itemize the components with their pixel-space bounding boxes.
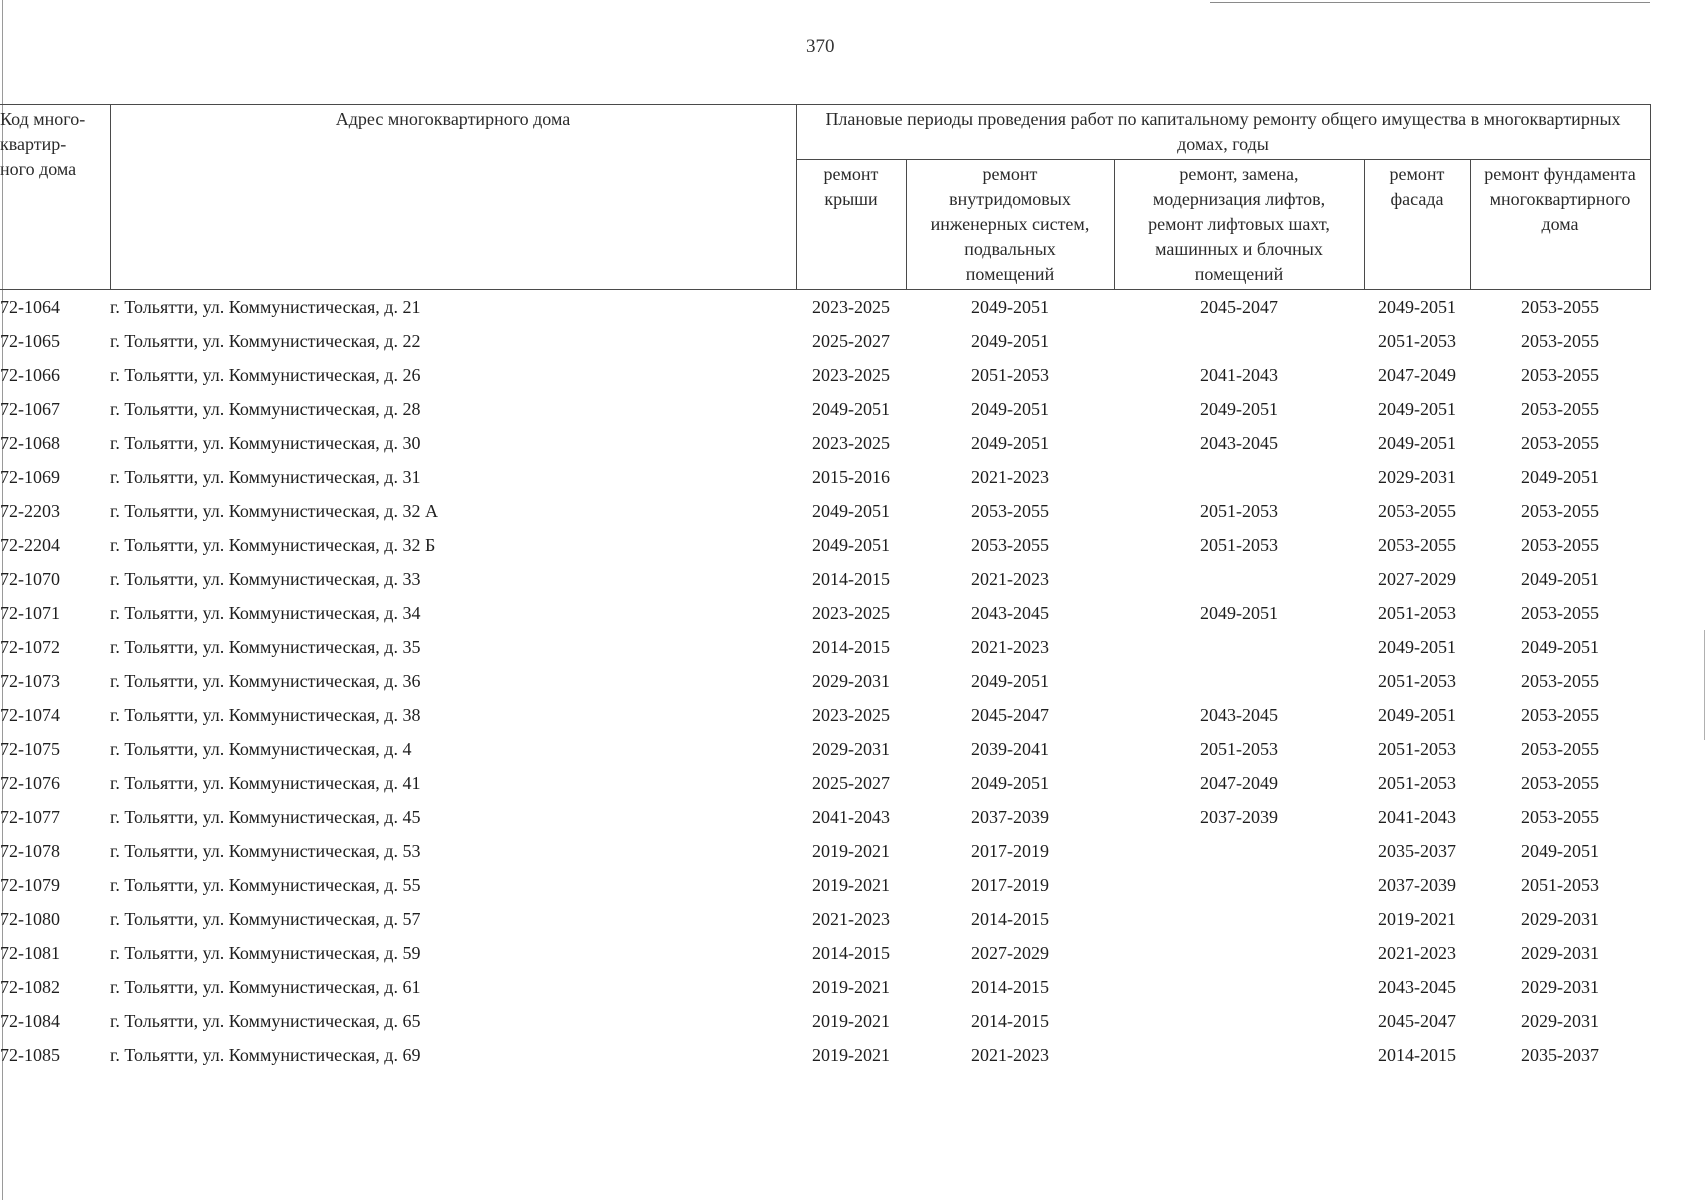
cell-engineering: 2027-2029 — [971, 942, 1049, 963]
cell-address: г. Тольятти, ул. Коммунистическая, д. 38 — [110, 704, 421, 725]
cell-code: 72-1074 — [0, 704, 60, 725]
header-code-line: Код много- — [0, 109, 86, 129]
header-roof-line: ремонт — [823, 164, 879, 184]
cell-facade: 2041-2043 — [1378, 806, 1456, 827]
cell-engineering: 2037-2039 — [971, 806, 1049, 827]
cell-facade: 2014-2015 — [1378, 1044, 1456, 1065]
header-code-line: ного дома — [0, 159, 77, 179]
cell-code: 72-1084 — [0, 1010, 60, 1031]
cell-address: г. Тольятти, ул. Коммунистическая, д. 65 — [110, 1010, 421, 1031]
cell-roof: 2023-2025 — [812, 432, 890, 453]
cell-roof: 2023-2025 — [812, 364, 890, 385]
cell-engineering: 2014-2015 — [971, 976, 1049, 997]
cell-facade: 2049-2051 — [1378, 636, 1456, 657]
page-number: 370 — [806, 36, 835, 57]
cell-roof: 2014-2015 — [812, 942, 890, 963]
cell-roof: 2019-2021 — [812, 1044, 890, 1065]
cell-engineering: 2045-2047 — [971, 704, 1049, 725]
cell-facade: 2051-2053 — [1378, 670, 1456, 691]
cell-facade: 2049-2051 — [1378, 296, 1456, 317]
cell-facade: 2051-2053 — [1378, 738, 1456, 759]
cell-foundation: 2053-2055 — [1521, 330, 1599, 351]
table-row — [0, 868, 1650, 902]
header-foundation-line: дома — [1541, 214, 1579, 234]
cell-code: 72-1067 — [0, 398, 60, 419]
cell-elevators: 2037-2039 — [1200, 806, 1278, 827]
table-row — [0, 902, 1650, 936]
header-engineering — [906, 160, 1114, 290]
cell-elevators: 2051-2053 — [1200, 738, 1278, 759]
table-row — [0, 324, 1650, 358]
cell-address: г. Тольятти, ул. Коммунистическая, д. 28 — [110, 398, 421, 419]
cell-address: г. Тольятти, ул. Коммунистическая, д. 26 — [110, 364, 421, 385]
cell-engineering: 2021-2023 — [971, 1044, 1049, 1065]
table-row — [0, 1038, 1650, 1072]
cell-foundation: 2053-2055 — [1521, 772, 1599, 793]
header-foundation-line: многоквартирного — [1489, 189, 1631, 209]
cell-roof: 2014-2015 — [812, 636, 890, 657]
cell-code: 72-1079 — [0, 874, 60, 895]
cell-elevators — [1114, 936, 1364, 970]
cell-elevators: 2045-2047 — [1200, 296, 1278, 317]
table-row — [0, 494, 1650, 528]
cell-address: г. Тольятти, ул. Коммунистическая, д. 30 — [110, 432, 421, 453]
table-row — [0, 1004, 1650, 1038]
cell-foundation: 2053-2055 — [1521, 738, 1599, 759]
cell-elevators — [1114, 834, 1364, 868]
cell-elevators: 2051-2053 — [1200, 500, 1278, 521]
header-elevators-line: помещений — [1194, 264, 1284, 284]
cell-facade: 2049-2051 — [1378, 398, 1456, 419]
cell-foundation: 2035-2037 — [1521, 1044, 1599, 1065]
cell-facade: 2049-2051 — [1378, 432, 1456, 453]
cell-code: 72-1075 — [0, 738, 60, 759]
cell-facade: 2029-2031 — [1378, 466, 1456, 487]
scan-artifact-line — [1704, 630, 1705, 740]
cell-address: г. Тольятти, ул. Коммунистическая, д. 33 — [110, 568, 421, 589]
header-engineering-line: инженерных систем, — [930, 214, 1090, 234]
cell-code: 72-1073 — [0, 670, 60, 691]
header-elevators-line: ремонт, замена, — [1179, 164, 1299, 184]
cell-elevators — [1114, 868, 1364, 902]
cell-elevators — [1114, 970, 1364, 1004]
table-row — [0, 426, 1650, 460]
cell-elevators: 2041-2043 — [1200, 364, 1278, 385]
cell-foundation: 2029-2031 — [1521, 976, 1599, 997]
scan-artifact-line — [1210, 2, 1650, 3]
table-row — [0, 732, 1650, 766]
cell-address: г. Тольятти, ул. Коммунистическая, д. 35 — [110, 636, 421, 657]
cell-roof: 2019-2021 — [812, 874, 890, 895]
table-row — [0, 358, 1650, 392]
table-row — [0, 528, 1650, 562]
header-facade-line: фасада — [1390, 189, 1444, 209]
cell-elevators — [1114, 562, 1364, 596]
cell-elevators: 2043-2045 — [1200, 704, 1278, 725]
cell-roof: 2025-2027 — [812, 330, 890, 351]
cell-foundation: 2053-2055 — [1521, 398, 1599, 419]
table-row — [0, 800, 1650, 834]
cell-facade: 2045-2047 — [1378, 1010, 1456, 1031]
cell-elevators — [1114, 902, 1364, 936]
cell-roof: 2025-2027 — [812, 772, 890, 793]
header-facade — [1364, 160, 1470, 290]
cell-roof: 2019-2021 — [812, 976, 890, 997]
cell-roof: 2049-2051 — [812, 500, 890, 521]
cell-address: г. Тольятти, ул. Коммунистическая, д. 45 — [110, 806, 421, 827]
header-engineering-line: внутридомовых — [949, 189, 1071, 209]
cell-address: г. Тольятти, ул. Коммунистическая, д. 41 — [110, 772, 421, 793]
cell-address: г. Тольятти, ул. Коммунистическая, д. 55 — [110, 874, 421, 895]
cell-engineering: 2051-2053 — [971, 364, 1049, 385]
header-elevators-line: машинных и блочных — [1155, 239, 1323, 259]
cell-code: 72-1070 — [0, 568, 60, 589]
cell-elevators — [1114, 1004, 1364, 1038]
cell-roof: 2041-2043 — [812, 806, 890, 827]
header-engineering-line: помещений — [965, 264, 1055, 284]
cell-facade: 2027-2029 — [1378, 568, 1456, 589]
cell-code: 72-2204 — [0, 534, 60, 555]
cell-address: г. Тольятти, ул. Коммунистическая, д. 31 — [110, 466, 421, 487]
cell-engineering: 2039-2041 — [971, 738, 1049, 759]
cell-address: г. Тольятти, ул. Коммунистическая, д. 4 — [110, 738, 412, 759]
cell-roof: 2023-2025 — [812, 704, 890, 725]
table-row — [0, 698, 1650, 732]
cell-facade: 2053-2055 — [1378, 534, 1456, 555]
cell-address: г. Тольятти, ул. Коммунистическая, д. 57 — [110, 908, 421, 929]
cell-engineering: 2043-2045 — [971, 602, 1049, 623]
cell-facade: 2049-2051 — [1378, 704, 1456, 725]
cell-engineering: 2021-2023 — [971, 636, 1049, 657]
table-row — [0, 562, 1650, 596]
header-engineering-line: подвальных — [964, 239, 1056, 259]
cell-address: г. Тольятти, ул. Коммунистическая, д. 36 — [110, 670, 421, 691]
cell-facade: 2051-2053 — [1378, 602, 1456, 623]
cell-engineering: 2021-2023 — [971, 568, 1049, 589]
cell-roof: 2021-2023 — [812, 908, 890, 929]
header-periods-group: Плановые периоды проведения работ по капитальному ремонту общего имущества в многоквартирных домах, годы — [796, 105, 1650, 160]
cell-foundation: 2053-2055 — [1521, 364, 1599, 385]
table-row — [0, 766, 1650, 800]
header-roof — [796, 160, 906, 290]
cell-roof: 2019-2021 — [812, 1010, 890, 1031]
header-foundation — [1470, 160, 1650, 290]
cell-code: 72-1085 — [0, 1044, 60, 1065]
cell-facade: 2043-2045 — [1378, 976, 1456, 997]
cell-address: г. Тольятти, ул. Коммунистическая, д. 34 — [110, 602, 421, 623]
cell-address: г. Тольятти, ул. Коммунистическая, д. 22 — [110, 330, 421, 351]
cell-roof: 2023-2025 — [812, 296, 890, 317]
table-row — [0, 970, 1650, 1004]
cell-address: г. Тольятти, ул. Коммунистическая, д. 32 Б — [110, 534, 436, 555]
table-row — [0, 392, 1650, 426]
header-foundation-line: ремонт фундамента — [1484, 164, 1636, 184]
cell-elevators: 2047-2049 — [1200, 772, 1278, 793]
cell-foundation: 2053-2055 — [1521, 296, 1599, 317]
cell-address: г. Тольятти, ул. Коммунистическая, д. 61 — [110, 976, 421, 997]
cell-foundation: 2029-2031 — [1521, 942, 1599, 963]
cell-address: г. Тольятти, ул. Коммунистическая, д. 21 — [110, 296, 421, 317]
cell-elevators: 2043-2045 — [1200, 432, 1278, 453]
cell-engineering: 2049-2051 — [971, 398, 1049, 419]
cell-engineering: 2049-2051 — [971, 670, 1049, 691]
cell-facade: 2047-2049 — [1378, 364, 1456, 385]
cell-elevators — [1114, 630, 1364, 664]
cell-engineering: 2049-2051 — [971, 432, 1049, 453]
cell-roof: 2049-2051 — [812, 398, 890, 419]
cell-code: 72-1076 — [0, 772, 60, 793]
cell-foundation: 2049-2051 — [1521, 568, 1599, 589]
cell-code: 72-1071 — [0, 602, 60, 623]
cell-code: 72-1065 — [0, 330, 60, 351]
cell-code: 72-1081 — [0, 942, 60, 963]
cell-foundation: 2053-2055 — [1521, 806, 1599, 827]
cell-address: г. Тольятти, ул. Коммунистическая, д. 69 — [110, 1044, 421, 1065]
cell-code: 72-1066 — [0, 364, 60, 385]
cell-elevators: 2049-2051 — [1200, 602, 1278, 623]
cell-engineering: 2049-2051 — [971, 772, 1049, 793]
cell-engineering: 2014-2015 — [971, 908, 1049, 929]
header-roof-line: крыши — [824, 189, 878, 209]
cell-code: 72-1064 — [0, 296, 60, 317]
cell-engineering: 2049-2051 — [971, 330, 1049, 351]
cell-facade: 2051-2053 — [1378, 772, 1456, 793]
cell-roof: 2029-2031 — [812, 738, 890, 759]
capital-repair-schedule-table — [0, 104, 1651, 1072]
cell-foundation: 2053-2055 — [1521, 704, 1599, 725]
cell-foundation: 2029-2031 — [1521, 908, 1599, 929]
table-row — [0, 834, 1650, 868]
header-code — [0, 105, 110, 290]
cell-elevators: 2051-2053 — [1200, 534, 1278, 555]
cell-code: 72-1072 — [0, 636, 60, 657]
cell-foundation: 2049-2051 — [1521, 636, 1599, 657]
cell-foundation: 2049-2051 — [1521, 840, 1599, 861]
cell-code: 72-1078 — [0, 840, 60, 861]
cell-engineering: 2017-2019 — [971, 840, 1049, 861]
header-engineering-line: ремонт — [982, 164, 1038, 184]
cell-engineering: 2017-2019 — [971, 874, 1049, 895]
header-elevators — [1114, 160, 1364, 290]
cell-elevators — [1114, 664, 1364, 698]
cell-engineering: 2049-2051 — [971, 296, 1049, 317]
header-elevators-line: ремонт лифтовых шахт, — [1148, 214, 1330, 234]
cell-facade: 2037-2039 — [1378, 874, 1456, 895]
cell-engineering: 2053-2055 — [971, 534, 1049, 555]
cell-engineering: 2053-2055 — [971, 500, 1049, 521]
cell-foundation: 2053-2055 — [1521, 602, 1599, 623]
table-row — [0, 596, 1650, 630]
cell-address: г. Тольятти, ул. Коммунистическая, д. 32 А — [110, 500, 438, 521]
table-row — [0, 460, 1650, 494]
cell-facade: 2035-2037 — [1378, 840, 1456, 861]
cell-foundation: 2053-2055 — [1521, 432, 1599, 453]
cell-roof: 2015-2016 — [812, 466, 890, 487]
cell-facade: 2021-2023 — [1378, 942, 1456, 963]
cell-code: 72-1080 — [0, 908, 60, 929]
cell-engineering: 2014-2015 — [971, 1010, 1049, 1031]
cell-address: г. Тольятти, ул. Коммунистическая, д. 53 — [110, 840, 421, 861]
header-elevators-line: модернизация лифтов, — [1152, 189, 1326, 209]
cell-roof: 2014-2015 — [812, 568, 890, 589]
cell-elevators — [1114, 324, 1364, 358]
cell-engineering: 2021-2023 — [971, 466, 1049, 487]
cell-foundation: 2049-2051 — [1521, 466, 1599, 487]
cell-roof: 2049-2051 — [812, 534, 890, 555]
cell-code: 72-2203 — [0, 500, 60, 521]
cell-facade: 2019-2021 — [1378, 908, 1456, 929]
cell-code: 72-1077 — [0, 806, 60, 827]
header-code-line: квартир- — [0, 134, 67, 154]
cell-roof: 2019-2021 — [812, 840, 890, 861]
cell-elevators — [1114, 1038, 1364, 1072]
cell-code: 72-1068 — [0, 432, 60, 453]
cell-foundation: 2053-2055 — [1521, 534, 1599, 555]
cell-code: 72-1069 — [0, 466, 60, 487]
cell-address: г. Тольятти, ул. Коммунистическая, д. 59 — [110, 942, 421, 963]
table-row — [0, 290, 1650, 325]
table-row — [0, 630, 1650, 664]
cell-foundation: 2053-2055 — [1521, 670, 1599, 691]
table-body — [0, 290, 1650, 1073]
cell-elevators — [1114, 460, 1364, 494]
cell-facade: 2051-2053 — [1378, 330, 1456, 351]
table-row — [0, 664, 1650, 698]
cell-code: 72-1082 — [0, 976, 60, 997]
cell-facade: 2053-2055 — [1378, 500, 1456, 521]
table-row — [0, 936, 1650, 970]
cell-foundation: 2029-2031 — [1521, 1010, 1599, 1031]
cell-elevators: 2049-2051 — [1200, 398, 1278, 419]
cell-roof: 2029-2031 — [812, 670, 890, 691]
cell-roof: 2023-2025 — [812, 602, 890, 623]
header-address: Адрес многоквартирного дома — [110, 105, 796, 290]
cell-foundation: 2051-2053 — [1521, 874, 1599, 895]
cell-foundation: 2053-2055 — [1521, 500, 1599, 521]
header-facade-line: ремонт — [1389, 164, 1445, 184]
